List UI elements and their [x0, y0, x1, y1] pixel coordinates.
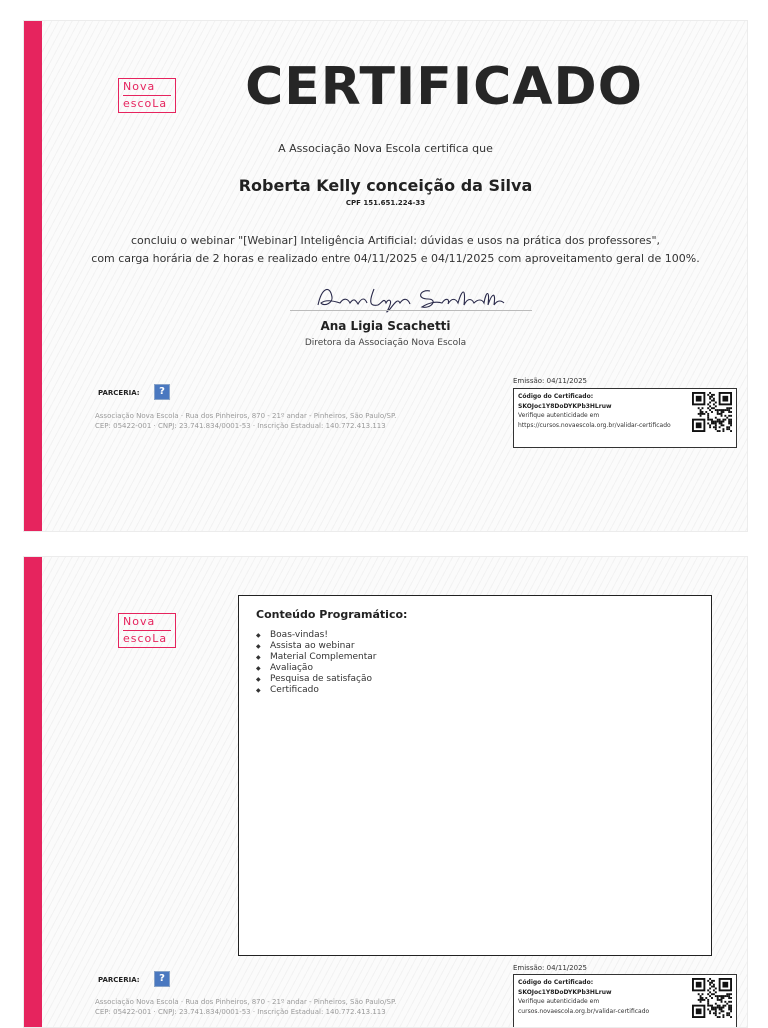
verify-url[interactable]: https://cursos.novaescola.org.br/validar-certificado — [518, 421, 671, 429]
list-item: ◆ Material Complementar — [256, 652, 376, 663]
signer-name: Ana Ligia Scachetti — [320, 319, 451, 333]
body-line-2: com carga horária de 2 horas e realizado entre 04/11/2025 e 04/11/2025 com aproveitamento geral de 100%. — [91, 252, 700, 265]
qr-code-icon — [692, 392, 732, 432]
qr-code-icon — [692, 978, 732, 1018]
recipient-cpf: CPF 151.651.224-33 — [345, 199, 426, 207]
program-list — [256, 630, 376, 696]
emission-date: Emissão: 04/11/2025 — [513, 964, 587, 972]
list-item: ◆ Boas-vindas! — [256, 630, 376, 641]
verification-box — [513, 974, 737, 1028]
list-item: ◆ Pesquisa de satisfação — [256, 674, 376, 685]
signer-role: Diretora da Associação Nova Escola — [304, 338, 467, 348]
footer-address: Associação Nova Escola · Rua dos Pinheiros, 870 - 21º andar - Pinheiros, São Paulo/SP. CEP: 05422-001 · CNPJ: 23.741.834/0001-53 · Inscrição Estadual: 140.772.413.113 — [95, 998, 397, 1016]
emission-date: Emissão: 04/11/2025 — [513, 377, 587, 385]
code-label: Código do Certificado: — [518, 979, 594, 986]
code-value: SKOJoc1Y8DoDYKPb3HLruw — [518, 402, 612, 410]
program-title: Conteúdo Programático: — [256, 608, 408, 621]
program-content-box — [238, 595, 712, 956]
code-label: Código do Certificado: — [518, 393, 594, 400]
code-value: SKOJoc1Y8DoDYKPb3HLruw — [518, 988, 612, 996]
signature-line — [290, 310, 532, 311]
certificate-intro: A Associação Nova Escola certifica que — [278, 142, 493, 155]
accent-stripe — [24, 557, 42, 1027]
list-item: ◆ Avaliação — [256, 663, 376, 674]
question-mark-icon: ? — [154, 971, 170, 987]
verify-text: Verifique autenticidade em — [518, 998, 600, 1005]
nova-escola-logo: Nova escoLa — [118, 78, 176, 113]
verify-text: Verifique autenticidade em — [518, 412, 600, 419]
body-line-1: concluiu o webinar "[Webinar] Inteligência Artificial: dúvidas e usos na prática dos professores", — [130, 234, 661, 247]
parceria-label: PARCERIA: — [98, 389, 140, 397]
nova-escola-logo: Nova escoLa — [118, 613, 176, 648]
certificate-page-1 — [23, 20, 748, 532]
verify-url[interactable]: cursos.novaescola.org.br/validar-certificado — [518, 1007, 650, 1015]
certificate-body — [44, 232, 747, 268]
list-item: ◆ Certificado — [256, 685, 376, 696]
parceria-label: PARCERIA: — [98, 976, 140, 984]
recipient-name: Roberta Kelly conceição da Silva — [238, 176, 533, 195]
certificate-title: CERTIFICADO — [245, 57, 643, 117]
list-item: ◆ Assista ao webinar — [256, 641, 376, 652]
question-mark-icon: ? — [154, 384, 170, 400]
footer-address: Associação Nova Escola · Rua dos Pinheiros, 870 - 21º andar - Pinheiros, São Paulo/SP. CEP: 05422-001 · CNPJ: 23.741.834/0001-53 · Inscrição Estadual: 140.772.413.113 — [95, 412, 397, 430]
certificate-page-2 — [23, 556, 748, 1028]
accent-stripe — [24, 21, 42, 531]
verification-box — [513, 388, 737, 448]
